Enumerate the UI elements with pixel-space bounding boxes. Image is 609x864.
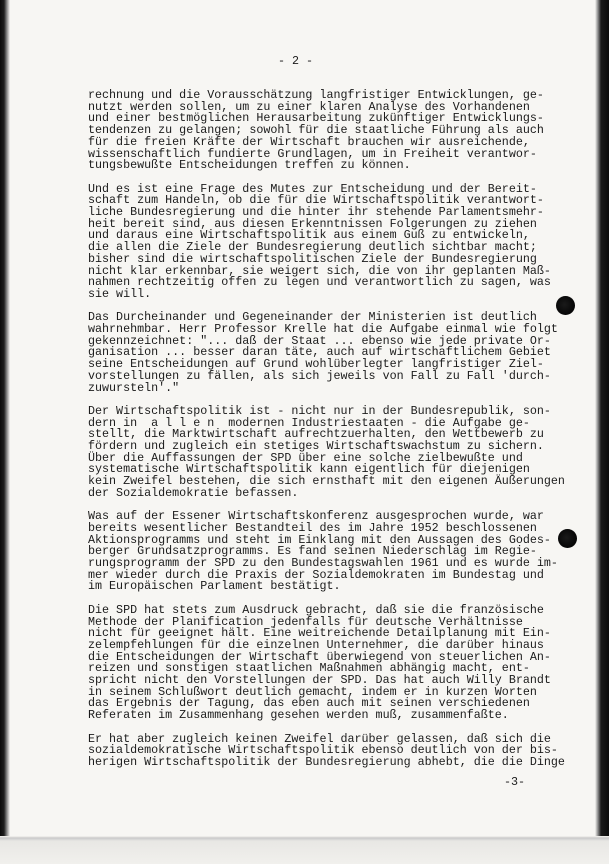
document-body xyxy=(88,90,565,780)
paragraph: Was auf der Essener Wirtschaftskonferenz ausgesprochen wurde, war bereits wesentlicher Bestandteil des im Jahre 1952 beschlossenen Aktionsprogramms und steht im Einklang mit den Aussagen des Godes- berger Grundsatzprogramms. Es fand seinen Niederschlag im Regie- rungsprogramm der SPD zu den Bundestagswahlen 1961 und es wurde im- mer wieder durch die Praxis der Sozialdemokraten im Bundestag und im Europäischen Parlament bestätigt. xyxy=(88,509,558,594)
paragraph: rechnung und die Vorausschätzung langfristiger Entwicklungen, ge- nutzt werden sollen, um zu einer klaren Analyse des Vorhandenen und einer bestmöglichen Herausarbeitung zukünftiger Entwicklungs- tendenzen zu gelangen; sowohl für die staatliche Führung als auch für die freien Kräfte der Wirtschaft brauchen wir ausreichende, wissenschaftlich fundierte Grundlagen, um in Freiheit verantwor- tungsbewußte Entscheidungen treffen zu können. xyxy=(88,88,544,173)
paragraph: Er hat aber zugleich keinen Zweifel darüber gelassen, daß sich die sozialdemokratische Wirtschaftspolitik ebenso deutlich von der bis- herigen Wirtschaftspolitik der Bundesregierung abhebt, die die Dinge xyxy=(88,731,565,769)
next-page-marker: -3- xyxy=(504,775,526,789)
paragraph: Die SPD hat stets zum Ausdruck gebracht, daß sie die französische Methode der Planification jedenfalls für deutsche Verhältnisse nicht für geeignet hält. Eine weitreichende Detailplanung mit Ein- zelempfehlungen für die einzelnen Unternehmer, die darüber hinaus die Entscheidungen der Wirtschaft überwiegend von steuerlichen An- reizen und sonstigen staatlichen Maßnahmen abhängig macht, ent- spricht nicht den Vorstellungen der SPD. Das hat auch Willy Brandt in seinem Schlußwort deutlich gemacht, indem er in kurzen Worten das Ergebnis der Tagung, das eben auch mit seinen verschiedenen Referaten im Zusammenhang gesehen werden muß, zusammenfaßte. xyxy=(88,602,551,723)
scan-edge-left xyxy=(0,0,10,864)
paragraph: Und es ist eine Frage des Mutes zur Entscheidung und der Bereit- schaft zum Handeln, ob die für die Wirtschaftspolitik verantwort- liche Bundesregierung und die hinter ihr stehende Parlamentsmehr- heit bereit sind, aus diesen Erkenntnissen Folgerungen zu ziehen und daraus eine Wirtschaftspolitik aus einem Guß zu entwickeln, die allen die Ziele der Bundesregierung deutlich sichtbar macht; bisher sind die wirtschaftspolitischen Ziele der Bundesregierung nicht klar erkennbar, sie weigert sich, die von ihr geplanten Maß- nahmen rechtzeitig offen zu legen und verantwortlich zu sagen, was sie will. xyxy=(88,181,551,301)
scan-edge-bottom xyxy=(0,836,609,864)
paragraph: Das Durcheinander und Gegeneinander der Ministerien ist deutlich wahrnehmbar. Herr Professor Krelle hat die Aufgabe einmal wie folgt gekennzeichnet: "... daß der Staat ... ebenso wie jede private Or- ganisation ... besser daran täte, auch auf wirtschaftlichem Gebiet seine Entscheidungen auf Grund wohlüberlegter langfristiger Ziel- vorstellungen zu fällen, als sich jeweils von Fall zu Fall 'durch- zuwursteln'." xyxy=(88,310,558,395)
paragraph: Der Wirtschaftspolitik ist - nicht nur in der Bundesrepublik, son- dern in a l l e n modernen Industriestaaten - die Aufgabe ge- stellt, die Marktwirtschaft aufrechtzuerhalten, den Wettbewerb zu fördern und zugleich ein stetiges Wirtschaftswachstum zu sichern. Über die Auffassungen der SPD über eine solche zielbewußte und systematische Wirtschaftspolitik kann eigentlich für diejenigen kein Zweifel bestehen, die sich ernsthaft mit den eigenen Äußerungen der Sozialdemokratie befassen. xyxy=(88,403,565,500)
scan-edge-right xyxy=(595,0,609,864)
page-number: - 2 - xyxy=(278,54,314,68)
